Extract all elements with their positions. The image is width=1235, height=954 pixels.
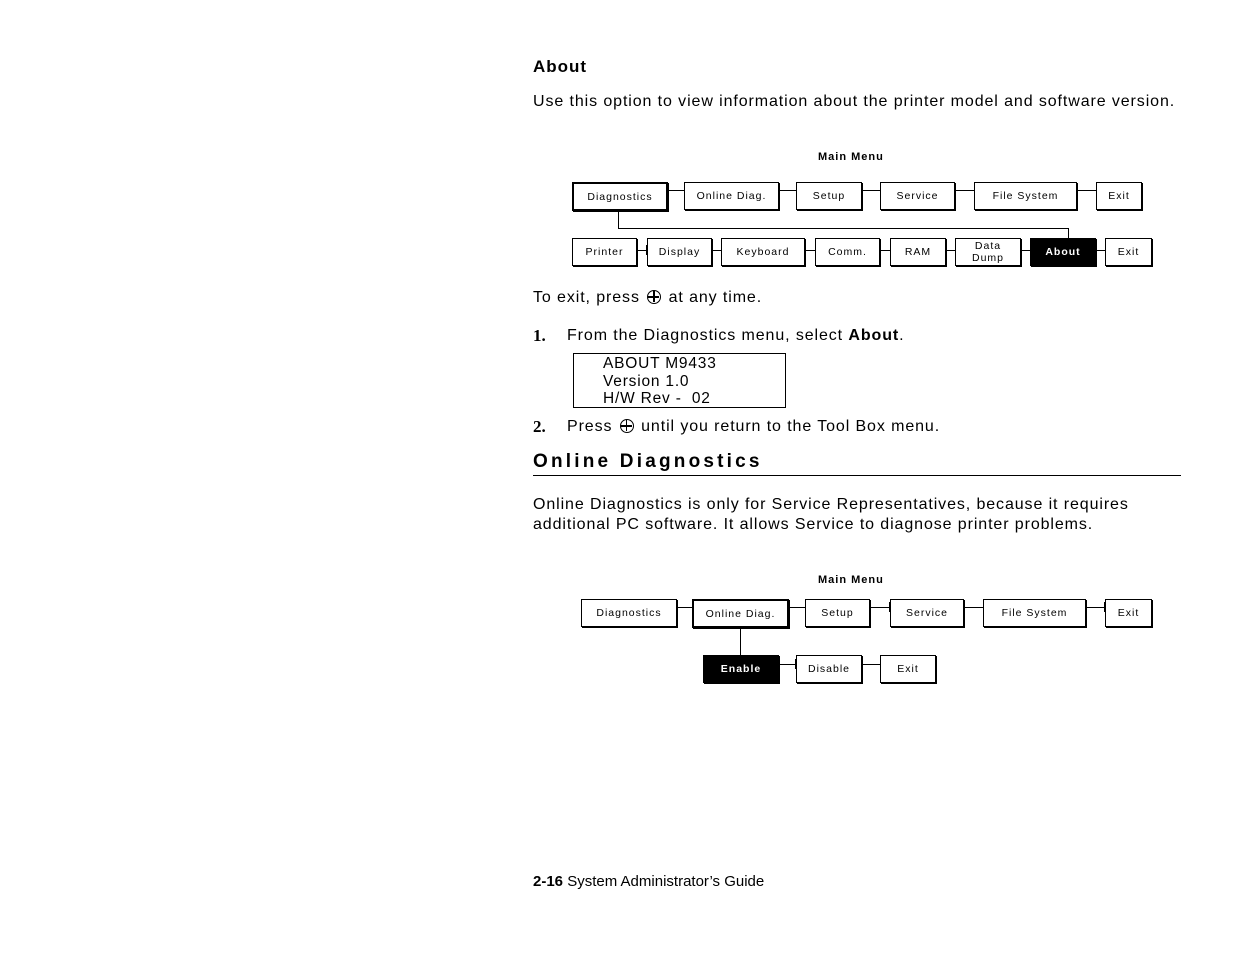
menu1-sub-data-dump: Data Dump <box>955 238 1021 266</box>
menu2-file-system: File System <box>983 599 1086 627</box>
online-diagnostics-heading: Online Diagnostics <box>533 451 763 472</box>
menu2-title: Main Menu <box>818 574 884 586</box>
menu1-service: Service <box>880 182 955 210</box>
step2-number: 2. <box>533 417 546 436</box>
exit-note <box>533 288 762 308</box>
step2-text-after: until you return to the Tool Box menu. <box>641 418 941 435</box>
menu2-diagnostics: Diagnostics <box>581 599 677 627</box>
step1-number: 1. <box>533 326 546 345</box>
menu1-online-diag: Online Diag. <box>684 182 779 210</box>
page-number: 2-16 <box>533 873 564 890</box>
exit-note-before: To exit, press <box>533 289 640 306</box>
heading-rule <box>533 475 1181 476</box>
menu2-sub-exit: Exit <box>880 655 936 683</box>
escape-key-icon <box>647 290 661 304</box>
menu1-sub-comm: Comm. <box>815 238 880 266</box>
escape-key-icon <box>620 419 634 433</box>
menu2-exit: Exit <box>1105 599 1152 627</box>
online-intro: Online Diagnostics is only for Service Representatives, because it requires additional PC software. It allows Service to diagnose printer problems. <box>533 496 1129 533</box>
menu1-sub-display: Display <box>647 238 712 266</box>
step1-text-bold: About <box>848 327 900 344</box>
menu2-setup: Setup <box>805 599 870 627</box>
exit-note-after: at any time. <box>668 289 763 306</box>
page-footer <box>533 873 764 890</box>
menu1-sub-keyboard: Keyboard <box>721 238 805 266</box>
menu1-sub-about: About <box>1030 238 1096 266</box>
lcd-display <box>573 353 786 408</box>
guide-title: System Administrator’s Guide <box>567 873 765 890</box>
step1-text-end: . <box>899 327 905 344</box>
lcd-line-3: H/W Rev - 02 <box>603 390 711 407</box>
menu2-sub-enable: Enable <box>703 655 779 683</box>
step1-text <box>567 326 904 346</box>
menu1-sub-ram: RAM <box>890 238 946 266</box>
menu2-service: Service <box>890 599 964 627</box>
step2-text-before: Press <box>567 418 613 435</box>
about-intro: Use this option to view information about the printer model and software version. <box>533 93 1176 110</box>
lcd-line-2: Version 1.0 <box>603 373 690 390</box>
menu1-file-system: File System <box>974 182 1077 210</box>
step1-text-main: From the Diagnostics menu, select <box>567 327 844 344</box>
menu1-diagnostics: Diagnostics <box>572 182 668 211</box>
menu1-exit: Exit <box>1096 182 1142 210</box>
menu1-sub-exit: Exit <box>1105 238 1152 266</box>
about-heading: About <box>533 57 588 76</box>
menu1-setup: Setup <box>796 182 862 210</box>
lcd-line-1: ABOUT M9433 <box>603 355 717 372</box>
menu1-sub-printer: Printer <box>572 238 637 266</box>
step2-text <box>567 417 940 437</box>
menu2-online-diag: Online Diag. <box>692 599 789 628</box>
menu1-title: Main Menu <box>818 151 884 163</box>
menu2-sub-disable: Disable <box>796 655 862 683</box>
